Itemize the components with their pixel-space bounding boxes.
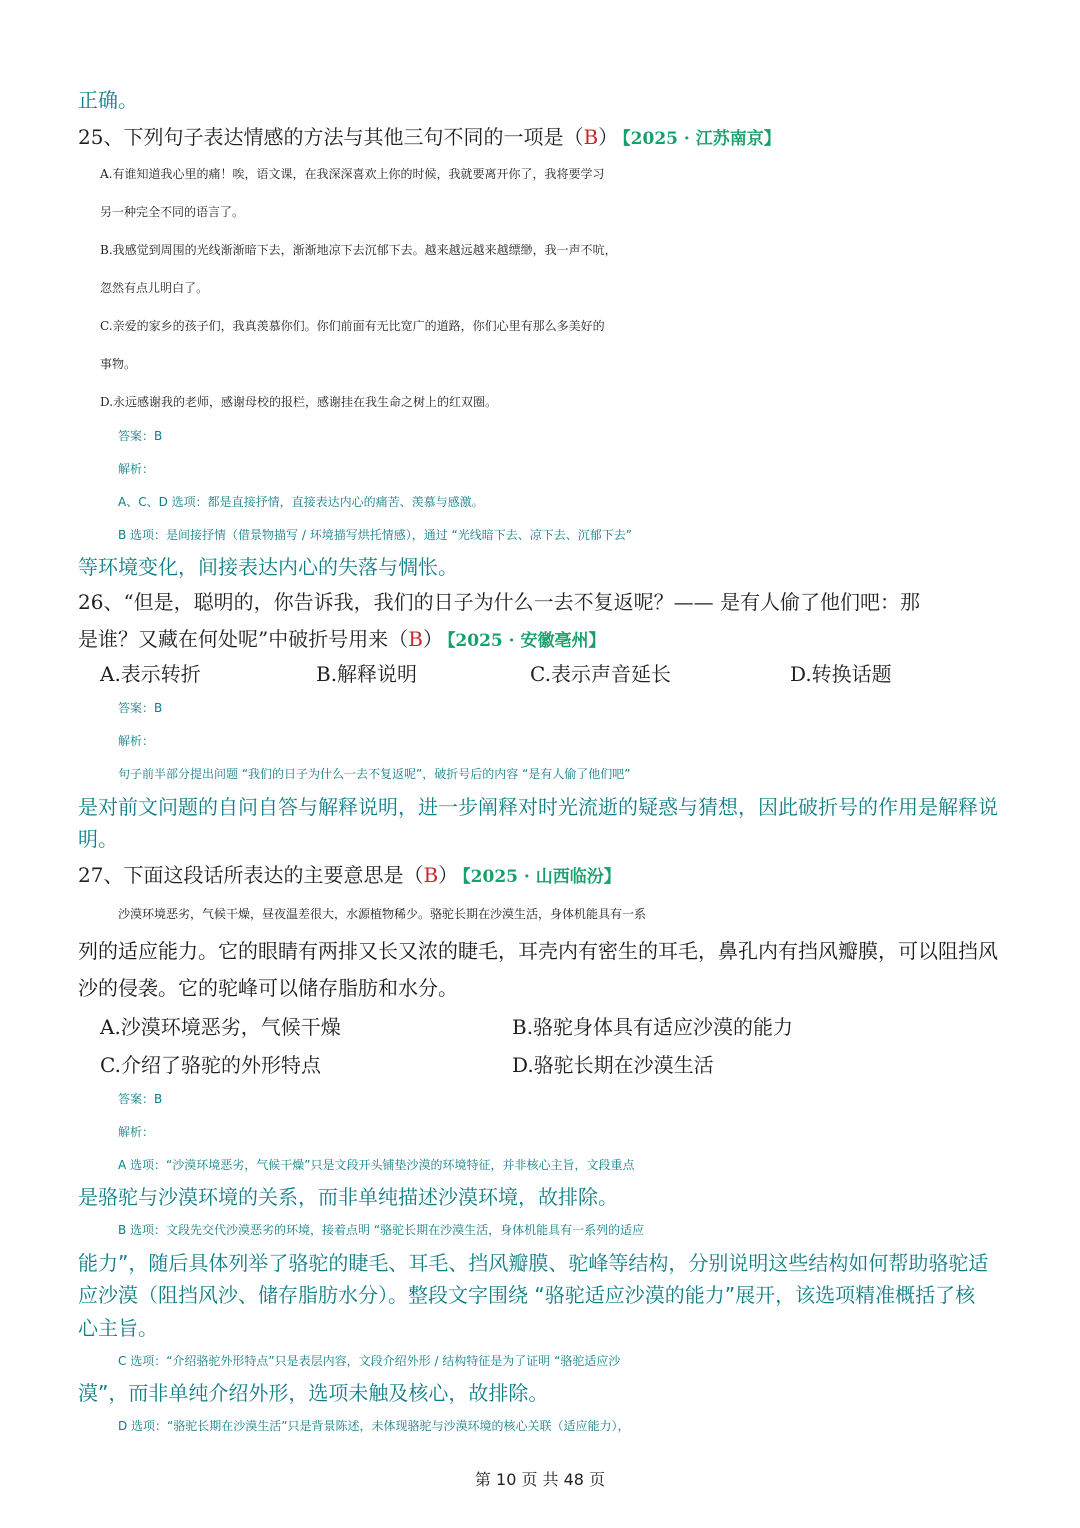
option-d: D.骆驼长期在沙漠生活 xyxy=(512,1053,714,1077)
explanation-line: 应沙漠（阻挡风沙、储存脂肪水分）。整段文字围绕 “骆驼适应沙漠的能力”展开，该选项精准概括了核 xyxy=(78,1283,976,1307)
option-b-line2: 忽然有点儿明白了。 xyxy=(100,281,209,295)
explanation-line: 心主旨。 xyxy=(78,1316,158,1340)
answer-letter: B xyxy=(423,863,439,887)
stem-text: 25、下列句子表达情感的方法与其他三句不同的一项是（ xyxy=(78,125,584,149)
explanation-line: 明。 xyxy=(78,827,118,851)
option-a-line1: A.有谁知道我心里的痛！唉，语文课，在我深深喜欢上你的时候，我就要离开你了，我将要学习 xyxy=(100,167,605,181)
option-d: D.永远感谢我的老师，感谢母校的报栏，感谢挂在我生命之树上的红双圈。 xyxy=(100,395,498,409)
explanation-line: 等环境变化，间接表达内心的失落与惆怅。 xyxy=(78,555,458,579)
source-tag: 【2025 · 山西临汾】 xyxy=(462,867,621,887)
explanation-line: D 选项：“骆驼长期在沙漠生活”只是背景陈述，未体现骆驼与沙漠环境的核心关联（适应能力）， xyxy=(118,1419,630,1433)
page-number-footer: 第 10 页 共 48 页 xyxy=(474,1470,606,1489)
question-26-stem-line2 xyxy=(78,623,1008,657)
analysis-label: 解析： xyxy=(118,1125,155,1139)
stem-close: ） xyxy=(598,125,619,149)
explanation-line: 能力”，随后具体列举了骆驼的睫毛、耳毛、挡风瓣膜、驼峰等结构，分别说明这些结构如何帮助骆驼适 xyxy=(78,1251,989,1275)
explanation-line: 是对前文问题的自问自答与解释说明，进一步阐释对时光流逝的疑惑与猜想，因此破折号的作用是解释说 xyxy=(78,795,998,819)
option-b: B.解释说明 xyxy=(316,662,418,686)
question-27-stem xyxy=(78,859,1008,893)
stem-close: ） xyxy=(438,863,459,887)
answer-letter: B xyxy=(583,125,599,149)
option-c: C.介绍了骆驼的外形特点 xyxy=(100,1053,321,1077)
source-tag: 【2025 · 安徽亳州】 xyxy=(446,631,606,651)
option-b-line1: B.我感觉到周围的光线渐渐暗下去，渐渐地凉下去沉郁下去。越来越远越来越缥缈，我一声不吭， xyxy=(100,243,617,257)
stem-text: 27、下面这段话所表达的主要意思是（ xyxy=(78,863,424,887)
analysis-label: 解析： xyxy=(118,734,155,748)
explanation-line: 漠”，而非单纯介绍外形，选项未触及核心，故排除。 xyxy=(78,1381,549,1405)
option-c: C.表示声音延长 xyxy=(530,662,671,686)
passage-line: 沙的侵袭。它的驼峰可以储存脂肪和水分。 xyxy=(78,976,458,1000)
option-a: A.表示转折 xyxy=(100,662,201,686)
option-a: A.沙漠环境恶劣，气候干燥 xyxy=(100,1015,341,1039)
option-b: B.骆驼身体具有适应沙漠的能力 xyxy=(512,1015,794,1039)
option-c-line2: 事物。 xyxy=(100,357,137,371)
explanation-line: 句子前半部分提出问题 “我们的日子为什么一去不复返呢”，破折号后的内容 “是有人偷了他们吧” xyxy=(118,767,631,781)
answer-label: 答案：B xyxy=(118,1092,163,1106)
answer-label: 答案：B xyxy=(118,429,163,443)
answer-label: 答案：B xyxy=(118,701,163,715)
explanation-line: A、C、D 选项：都是直接抒情，直接表达内心的痛苦、羡慕与感激。 xyxy=(118,495,484,509)
explanation-line: 是骆驼与沙漠环境的关系，而非单纯描述沙漠环境，故排除。 xyxy=(78,1185,618,1209)
source-tag: 【2025 · 江苏南京】 xyxy=(622,129,781,149)
passage-line: 列的适应能力。它的眼睛有两排又长又浓的睫毛，耳壳内有密生的耳毛，鼻孔内有挡风瓣膜，可以阻挡风 xyxy=(78,939,998,963)
explanation-line: B 选项：文段先交代沙漠恶劣的环境，接着点明 “骆驼长期在沙漠生活，身体机能具有一系列的适应 xyxy=(118,1223,645,1237)
explanation-line: B 选项：是间接抒情（借景物描写 / 环境描写烘托情感），通过 “光线暗下去、凉下去、沉郁下去” xyxy=(118,528,632,542)
option-d: D.转换话题 xyxy=(790,662,892,686)
explanation-line: C 选项：“介绍骆驼外形特点”只是表层内容，文段介绍外形 / 结构特征是为了证明 “骆驼适应沙 xyxy=(118,1354,621,1368)
stem-text: 是谁？又藏在何处呢”中破折号用来（ xyxy=(78,627,409,651)
continued-text: 正确。 xyxy=(78,88,138,112)
explanation-line: A 选项：“沙漠环境恶劣，气候干燥”只是文段开头铺垫沙漠的环境特征，并非核心主旨，文段重点 xyxy=(118,1158,635,1172)
analysis-label: 解析： xyxy=(118,462,155,476)
stem-close: ） xyxy=(422,627,443,651)
question-26-stem-line1: 26、“但是，聪明的，你告诉我，我们的日子为什么一去不复返呢？—— 是有人偷了他们吧：那 xyxy=(78,590,921,614)
passage-line: 沙漠环境恶劣，气候干燥，昼夜温差很大，水源植物稀少。骆驼长期在沙漠生活，身体机能具有一系 xyxy=(118,907,647,921)
option-a-line2: 另一种完全不同的语言了。 xyxy=(100,205,245,219)
answer-letter: B xyxy=(408,627,423,651)
option-c-line1: C.亲爱的家乡的孩子们，我真羡慕你们。你们前面有无比宽广的道路，你们心里有那么多美好的 xyxy=(100,319,605,333)
question-25-stem xyxy=(78,121,1008,155)
